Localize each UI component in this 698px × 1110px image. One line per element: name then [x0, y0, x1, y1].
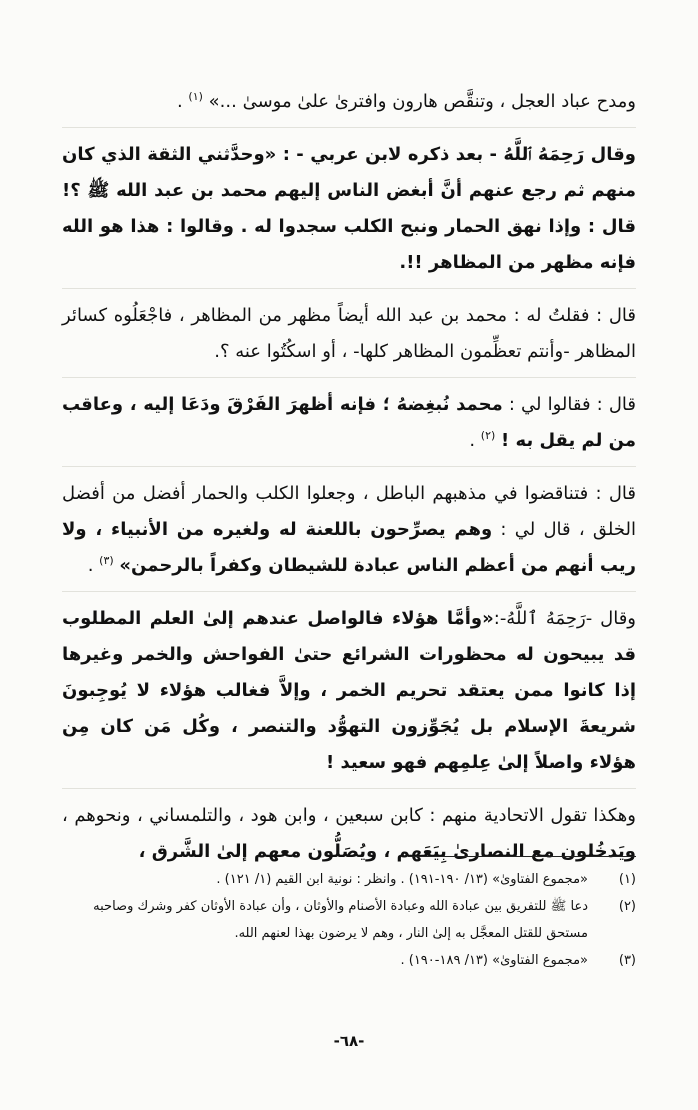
- paragraph-end-mark: .: [87, 555, 94, 576]
- footnote-number: (٣): [618, 953, 636, 968]
- paragraph-emphasis: وهم يصرِّحون باللعنة له ولغيره من الأنبياء ، ولا ريب أنهم من أعظم الناس عبادة للشيطان وكفراً بالرحمن»: [62, 519, 636, 576]
- paragraph-end-mark: .: [176, 91, 183, 112]
- footnote-2: [60, 893, 636, 947]
- page-number: -٦٨-: [333, 1032, 365, 1050]
- paragraph-6: [62, 601, 636, 789]
- footnote-ref: (٣): [99, 554, 114, 567]
- footnote-ref: (٢): [480, 429, 496, 442]
- paragraph-text: قال : فقلتُ له : محمد بن عبد الله أيضاً مظهر من المظاهر ، فاجْعَلُوه كسائر المظاهر -وأنتم تعظِّمون المظاهر كلها- ، أو اسكُتُوا عنه ؟.: [62, 305, 636, 362]
- paragraph-text: وقال رَحِمَهُ ٱللَّهُ - بعد ذكره لابن عربي - : «وحدَّثني الثقة الذي كان منهم ثم رجع عنهم أنَّ أبغض الناس إليهم محمد بن عبد الله ﷺ ؟! قال : وإذا نهق الحمار ونبح الكلب سجدوا له . وقالوا : هذا هو الله فإنه مظهر من المظاهر !!.: [62, 144, 636, 273]
- footnote-text: «مجموع الفتاوىٰ» (١٣/ ١٩٠-١٩١) . وانظر : نونية ابن القيم (١/ ١٢١) .: [216, 872, 588, 887]
- footnote-number: (٢): [618, 899, 636, 914]
- paragraph-emphasis: محمد نُبغِضهُ ؛ فإنه أظهرَ الفَرْقَ ودَعَا إليه ، وعاقب من لم يقل به !: [62, 394, 636, 451]
- paragraph-emphasis: «وأمَّا هؤلاء فالواصل عندهم إلىٰ العلم المطلوب قد يبيحون له محظورات الشرائع حتىٰ الفواحش والخمر وغيرها إذا كانوا ممن يعتقد تحريم الخمر ، وإلاَّ فغالب هؤلاء لا يُوجِبونَ شريعةَ الإسلام بل يُجَوِّزون التهوُّد والتنصر ، وكُل مَن كان مِن هؤلاء واصلاً إلىٰ عِلمِهم فهو سعيد !: [62, 608, 636, 773]
- paragraph-text: ومدح عباد العجل ، وتنقَّص هارون وافترىٰ علىٰ موسىٰ ...»: [208, 91, 636, 112]
- footnote-1: [60, 866, 636, 893]
- paragraph-text: قال : فقالوا لي :: [502, 394, 636, 415]
- paragraph-text: قال : فتناقضوا في مذهبهم الباطل ، وجعلوا الكلب والحمار أفضل من أفضل الخلق ، قال لي :: [62, 483, 636, 540]
- paragraph-5: [62, 476, 636, 592]
- footnote-number: (١): [618, 872, 636, 887]
- paragraph-1: [62, 84, 636, 128]
- paragraph-4: [62, 387, 636, 467]
- footnote-text: دعا ﷺ للتفريق بين عبادة الله وعبادة الأصنام والأوثان ، وأن عبادة الأوثان كفر وشرك وصاحبه مستحق للقتل المعجَّل به إلىٰ النار ، وهم لا يرضون بهذا لعنهم الله.: [93, 899, 588, 941]
- footnote-text: «مجموع الفتاوىٰ» (١٣/ ١٨٩-١٩٠) .: [400, 953, 588, 968]
- paragraph-emphasis: ويَدخُلون مع النصارىٰ بِيَعَهم ، ويُصَلُّون معهم إلىٰ الشَّرق ،: [138, 841, 636, 862]
- footnote-ref: (١): [188, 90, 203, 103]
- paragraph-text: وهكذا تقول الاتحادية منهم : كابن سبعين ، وابن هود ، والتلمساني ، ونحوهم ،: [62, 805, 636, 826]
- paragraph-end-mark: .: [469, 430, 476, 451]
- paragraph-2: [62, 137, 636, 289]
- footnote-separator: [408, 856, 636, 857]
- paragraph-text: وقال -رَحِمَهُ ٱللَّهُ-:: [493, 608, 636, 629]
- footnote-3: [60, 947, 636, 974]
- footnotes: [60, 866, 636, 974]
- paragraph-3: [62, 298, 636, 378]
